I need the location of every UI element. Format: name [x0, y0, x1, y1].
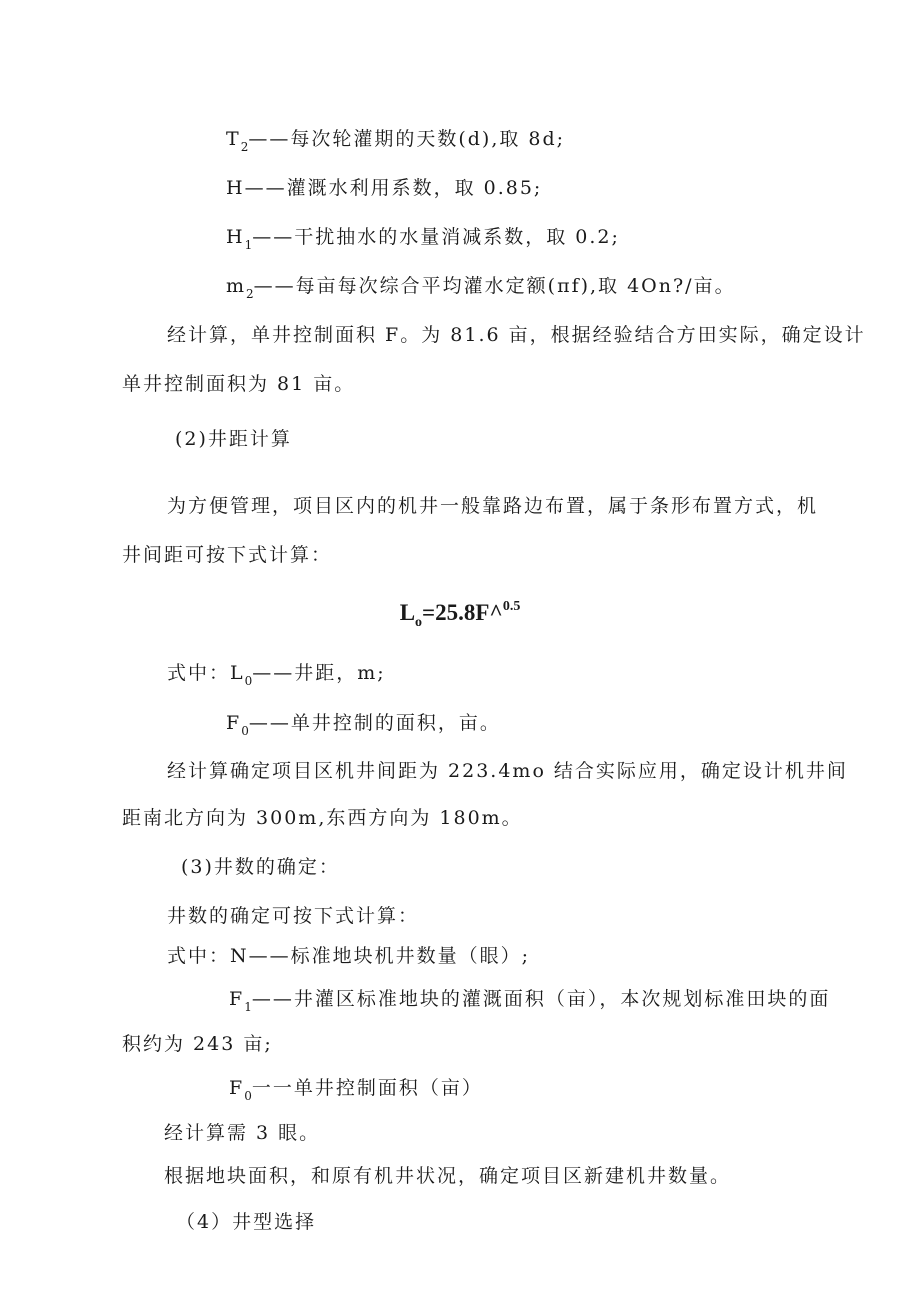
- definition-m2: $m_2——$每亩每次综合平均灌水定额(πf),取 4On?/亩。: [226, 275, 736, 301]
- where-f0-control: $F_0$一一单井控制面积（亩）: [229, 1077, 483, 1103]
- paragraph-new-wells: 根据地块面积，和原有机井状况，确定项目区新建机井数量。: [164, 1165, 732, 1187]
- where-l0: 式中：$L_0——$井距，m;: [167, 662, 386, 688]
- heading-well-type: （4）井型选择: [176, 1211, 317, 1233]
- paragraph-wells-needed: 经计算需 3 眼。: [164, 1122, 321, 1144]
- where-f1-line1: $F_1——$井灌区标准地块的灌溉面积（亩），本次规划标准田块的面: [229, 988, 831, 1014]
- paragraph-layout-line2: 井间距可按下式计算：: [122, 544, 333, 566]
- heading-well-count: (3)井数的确定：: [181, 856, 340, 878]
- definition-h1: $H_1——$干扰抽水的水量消减系数，取 0.2;: [226, 226, 620, 252]
- paragraph-spacing-result-line2: 距南北方向为 300m,东西方向为 180m。: [122, 807, 523, 829]
- where-f1-line2: 积约为 243 亩;: [122, 1033, 273, 1055]
- definition-t2: $T_2——$每次轮灌期的天数(d),取 8d;: [226, 128, 566, 154]
- heading-well-spacing: (2)井距计算: [175, 428, 292, 450]
- paragraph-spacing-result-line1: 经计算确定项目区机井间距为 223.4mo 结合实际应用，确定设计机井间: [167, 760, 848, 782]
- formula-well-spacing: $L_o=25.8F\^{}^{0.5}$: [399, 599, 521, 630]
- definition-h: H——灌溉水利用系数，取 0.85;: [226, 177, 543, 199]
- where-f0-area: $F_0——$单井控制的面积，亩。: [226, 712, 501, 738]
- where-n: 式中：N——标准地块机井数量（眼）;: [167, 945, 531, 967]
- paragraph-count-formula: 井数的确定可按下式计算：: [167, 905, 420, 927]
- paragraph-control-area-line1: 经计算，单井控制面积 F。为 81.6 亩，根据经验结合方田实际，确定设计: [167, 324, 866, 346]
- paragraph-layout-line1: 为方便管理，项目区内的机井一般靠路边布置，属于条形布置方式，机: [167, 495, 819, 517]
- paragraph-control-area-line2: 单井控制面积为 81 亩。: [122, 373, 356, 395]
